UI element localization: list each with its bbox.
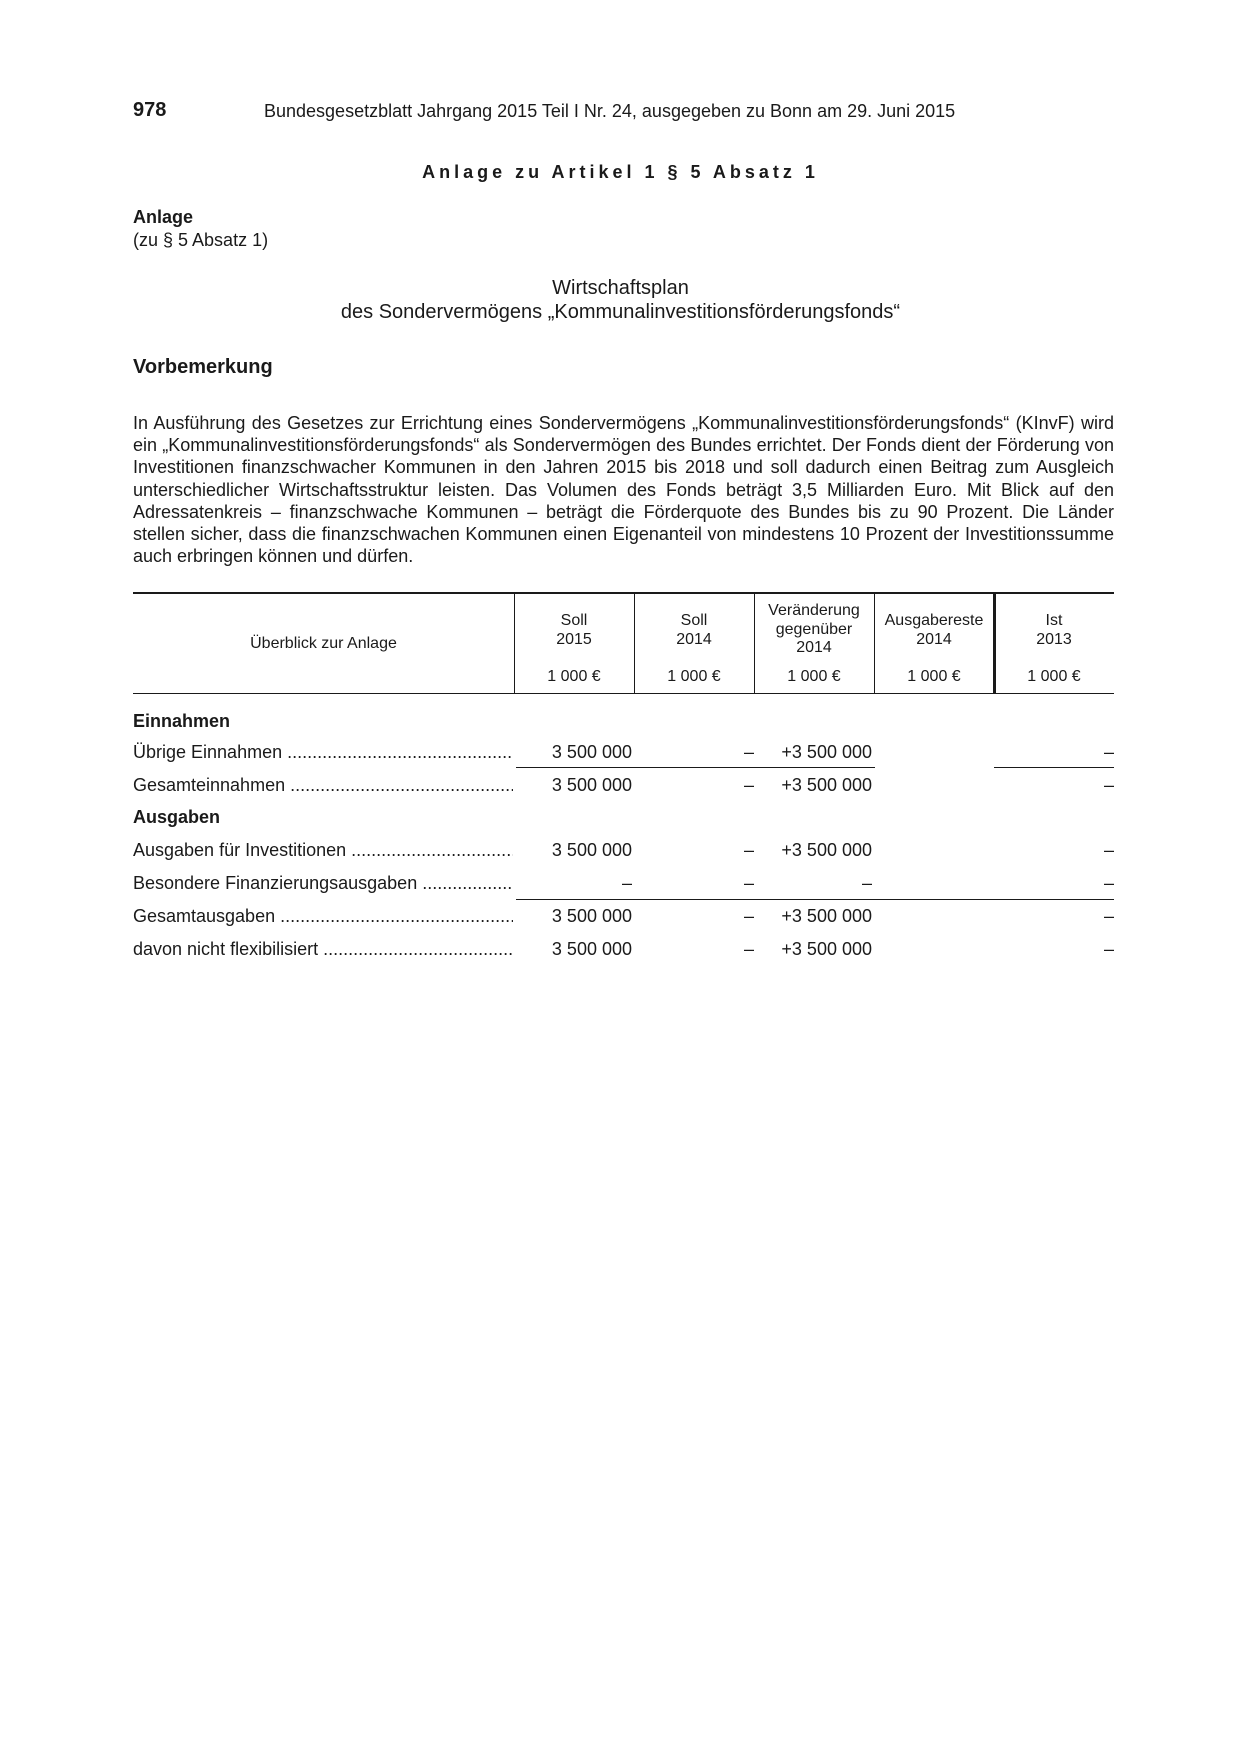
cell-soll-2015: 3 500 000 — [551, 840, 632, 860]
cell-ist-2013: – — [1103, 939, 1114, 959]
section-heading-expenses: Ausgaben — [133, 807, 221, 827]
cell-soll-2015: 3 500 000 — [551, 742, 632, 762]
cell-ist-2013: – — [1103, 742, 1114, 762]
column-unit: 1 000 € — [547, 668, 601, 685]
cell-soll-2014: – — [743, 742, 754, 762]
cell-ist-2013: – — [1103, 840, 1114, 860]
cell-soll-2015: 3 500 000 — [551, 939, 632, 959]
table-top-rule — [133, 592, 1114, 594]
cell-change: – — [861, 873, 872, 893]
annex-reference: (zu § 5 Absatz 1) — [133, 230, 269, 250]
cell-soll-2015: – — [621, 873, 632, 893]
annex-label: Anlage — [133, 207, 194, 227]
page-number: 978 — [133, 99, 167, 121]
sum-rule — [516, 899, 1114, 900]
cell-ist-2013: – — [1103, 775, 1114, 795]
cell-soll-2014: – — [743, 939, 754, 959]
cell-soll-2015: 3 500 000 — [551, 775, 632, 795]
section-heading-income: Einnahmen — [133, 711, 231, 731]
cell-soll-2014: – — [743, 775, 754, 795]
row-label: Gesamtausgaben ..... — [133, 906, 513, 927]
cell-change: +3 500 000 — [781, 906, 872, 926]
column-unit: 1 000 € — [907, 668, 961, 685]
column-header-line: 2014 — [916, 630, 952, 648]
row-label: Übrige Einnahmen ..... — [133, 742, 513, 763]
annex-heading: Anlage zu Artikel 1 § 5 Absatz 1 — [422, 162, 819, 182]
sum-rule — [994, 767, 1114, 768]
row-label: davon nicht flexibilisiert ..... — [133, 939, 513, 960]
column-header-line: Veränderung — [768, 602, 860, 619]
cell-soll-2014: – — [743, 873, 754, 893]
row-header-label: Überblick zur Anlage — [250, 635, 397, 652]
column-header-line: 2014 — [796, 639, 832, 656]
cell-ist-2013: – — [1103, 873, 1114, 893]
table-header-rule — [133, 693, 1114, 694]
column-unit: 1 000 € — [667, 668, 721, 685]
column-header-remainder — [874, 612, 994, 649]
column-header-soll-2015 — [514, 612, 634, 649]
column-header-change — [754, 602, 874, 658]
sum-rule — [516, 767, 875, 768]
cell-soll-2015: 3 500 000 — [551, 906, 632, 926]
plan-title: Wirtschaftsplan — [552, 277, 689, 299]
cell-change: +3 500 000 — [781, 775, 872, 795]
column-unit: 1 000 € — [787, 668, 841, 685]
column-header-line: Ausgabereste — [884, 612, 984, 629]
column-header-line: Ist — [1045, 612, 1063, 629]
column-header-ist-2013 — [994, 612, 1114, 649]
column-unit: 1 000 € — [1027, 668, 1081, 685]
column-header-line: 2014 — [676, 630, 712, 648]
preamble-heading: Vorbemerkung — [133, 356, 273, 378]
cell-ist-2013: – — [1103, 906, 1114, 926]
column-header-line: Soll — [680, 612, 708, 629]
cell-soll-2014: – — [743, 840, 754, 860]
row-label: Gesamteinnahmen ..... — [133, 775, 513, 796]
cell-change: +3 500 000 — [781, 840, 872, 860]
running-header: Bundesgesetzblatt Jahrgang 2015 Teil I Nr. 24, ausgegeben zu Bonn am 29. Juni 2015 — [264, 101, 956, 121]
column-header-soll-2014 — [634, 612, 754, 649]
column-header-line: 2013 — [1036, 630, 1072, 648]
preamble-paragraph: In Ausführung des Gesetzes zur Errichtung eines Sondervermögens „Kommunalinvestitionsförderungsfonds“ (KInvF) wird ein „Kommunalinvestitionsförderungsfonds“ als Sondervermögen des Bundes errichtet. Der Fonds dient der Förderung von Investitionen finanzschwacher Kommunen in den Jahren 2015 bis 2018 und soll dadurch einen Beitrag zum Ausgleich unterschiedlicher Wirtschaftsstruktur leisten. Das Volumen des Fonds beträgt 3,5 Milliarden Euro. Mit Blick auf den Adressatenkreis – finanzschwache Kommunen – beträgt die Förderquote des Bundes bis zu 90 Prozent. Die Länder stellen sicher, dass die finanzschwachen Kommunen einen Eigenanteil von mindestens 10 Prozent der Investitionssumme auch erbringen können und dürfen. — [133, 413, 1114, 567]
column-header-line: 2015 — [556, 630, 592, 648]
cell-change: +3 500 000 — [781, 939, 872, 959]
plan-subtitle: des Sondervermögens „Kommunalinvestitionsförderungsfonds“ — [340, 301, 901, 323]
cell-soll-2014: – — [743, 906, 754, 926]
cell-change: +3 500 000 — [781, 742, 872, 762]
row-label: Besondere Finanzierungsausgaben ..... — [133, 873, 513, 894]
column-header-line: gegenüber — [775, 620, 853, 638]
column-header-line: Soll — [560, 612, 588, 629]
row-label: Ausgaben für Investitionen ..... — [133, 840, 513, 861]
